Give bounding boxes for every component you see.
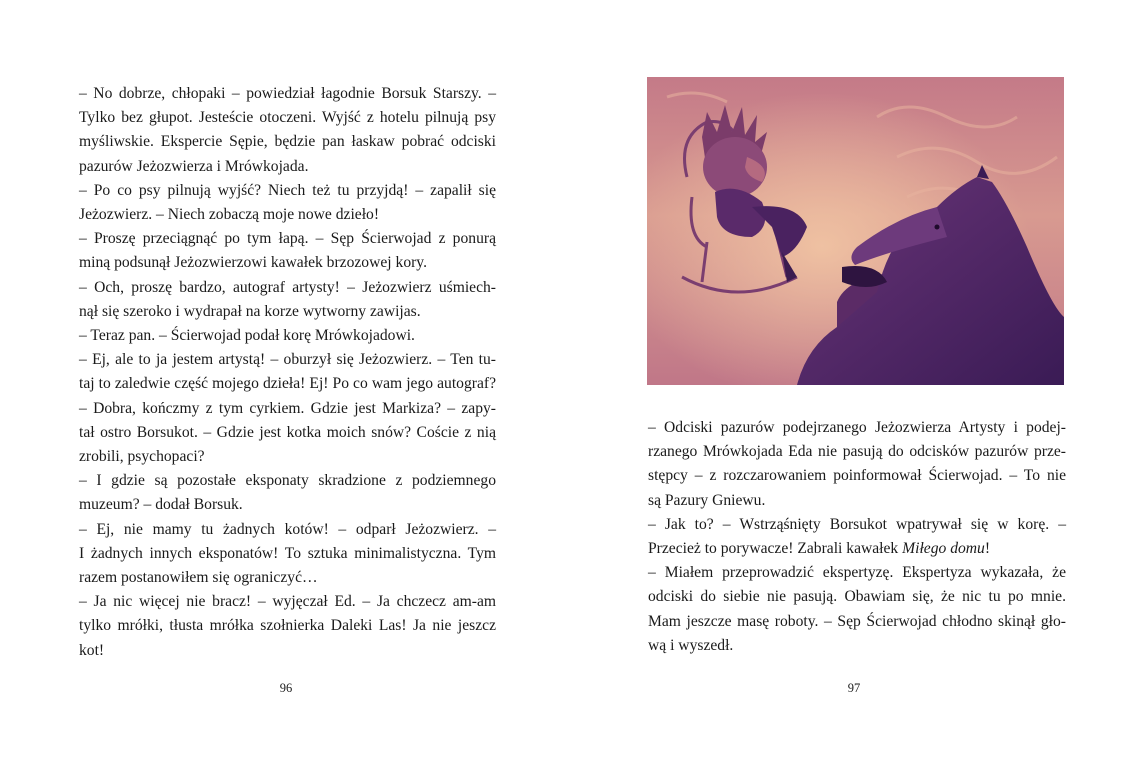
text-line: tylko mrółki, tłusta mrółka szołnierka Daleki Las! Ja nie jeszcz <box>79 617 496 635</box>
text-line: zrobili, psychopaci? <box>79 448 205 466</box>
text-line: taj to zaledwie część mojego dzieła! Ej! Po co wam jego autograf? <box>79 375 496 393</box>
text-line: Jeżozwierz. – Niech zobaczą moje nowe dzieło! <box>79 206 380 224</box>
text-line: rzanego Mrówkojada Eda nie pasują do odcisków pazurów prze- <box>648 443 1066 461</box>
text-segment: Przecież to porywacze! Zabrali kawałek <box>648 540 903 558</box>
text-line: – Proszę przeciągnąć po tym łapą. – Sęp Ścierwojad z ponurą <box>79 230 496 248</box>
text-line: kot! <box>79 641 105 659</box>
text-line: – Teraz pan. – Ścierwojad podał korę Mrówkojadowi. <box>79 327 415 345</box>
text-line: – Po co psy pilnują wyjść? Niech też tu przyjdą! – zapalił się <box>79 181 496 199</box>
text-line: – Ja nic więcej nie bracz! – wyjęczał Ed. – Ja chczecz am-am <box>79 593 496 611</box>
text-line: myśliwskie. Ekspercie Sępie, będzie pan łaskaw pobrać odciski <box>79 133 496 151</box>
text-line: odciski do siebie nie pasują. Obawiam się, że nic tu po mnie. <box>648 588 1066 606</box>
text-line: nął się szeroko i wydrapał na korze wytworny zawijas. <box>79 302 421 320</box>
text-line <box>648 537 1066 561</box>
right-page <box>570 0 1140 763</box>
text-line: Mam jeszcze masę roboty. – Sęp Ścierwojad chłodno skinął gło- <box>648 612 1066 630</box>
text-line: – I gdzie są pozostałe eksponaty skradzione z podziemnego <box>79 472 496 490</box>
text-line: tał ostro Borsukot. – Gdzie jest kotka moich snów? Coście z nią <box>79 423 496 441</box>
text-line: – Och, proszę bardzo, autograf artysty! – Jeżozwierz uśmiech- <box>79 278 496 296</box>
text-line: – Ej, nie mamy tu żadnych kotów! – odparł Jeżozwierz. – <box>79 520 496 538</box>
text-line: miną podsunął Jeżozwierzowi kawałek brzozowej kory. <box>79 254 427 272</box>
text-line: I żadnych innych eksponatów! To sztuka minimalistyczna. Tym <box>79 544 496 562</box>
text-line: pazurów Jeżozwierza i Mrówkojada. <box>79 157 309 175</box>
text-line: – Dobra, kończmy z tym cyrkiem. Gdzie jest Markiza? – zapy- <box>79 399 496 417</box>
text-line: – Miałem przeprowadzić ekspertyzę. Ekspertyza wykazała, że <box>648 564 1066 582</box>
text-line: razem postanowiłem się ograniczyć… <box>79 569 318 587</box>
page-number: 97 <box>847 681 861 695</box>
text-line: – Ej, ale to ja jestem artystą! – oburzył się Jeżozwierz. – Ten tu- <box>79 351 496 369</box>
text-segment: ! <box>984 540 991 558</box>
text-line: są Pazury Gniewu. <box>648 491 766 509</box>
text-line: wą i wyszedł. <box>648 636 734 654</box>
text-line: muzeum? – dodał Borsuk. <box>79 496 243 514</box>
page-number: 96 <box>279 681 293 695</box>
text-line: – No dobrze, chłopaki – powiedział łagodnie Borsuk Starszy. – <box>79 85 496 102</box>
right-page-text <box>648 416 1066 658</box>
left-page-text <box>79 82 496 663</box>
text-line: Tylko bez głupot. Jesteście otoczeni. Wyjść z hotelu pilnują psy <box>79 109 496 127</box>
text-line: stępcy – z rozczarowaniem poinformował Ścierwojad. – To nie <box>648 467 1066 485</box>
text-line: – Jak to? – Wstrząśnięty Borsukot wpatrywał się w korę. – <box>648 515 1066 533</box>
italic-title: Miłego domu <box>902 540 985 558</box>
text-line: – Odciski pazurów podejrzanego Jeżozwierza Artysty i podej- <box>648 419 1066 436</box>
illustration <box>647 77 1064 385</box>
